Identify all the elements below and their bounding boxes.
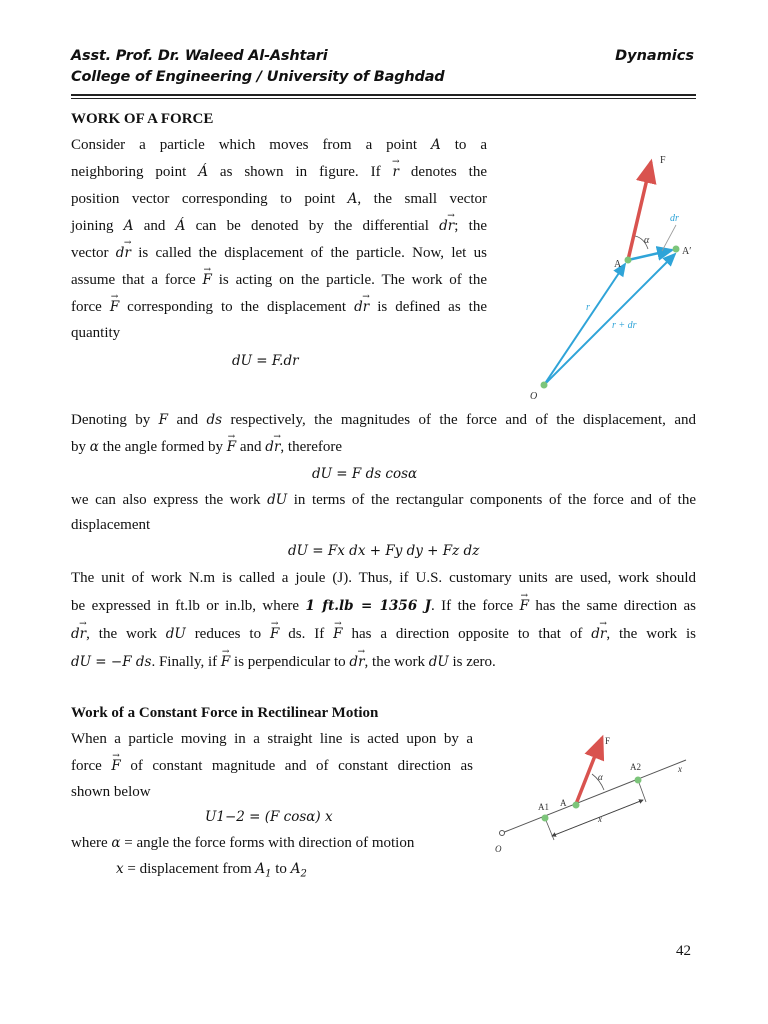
point-A <box>625 257 632 264</box>
label-O: O <box>495 844 502 854</box>
point-A-prime <box>673 246 680 253</box>
label-F: F <box>605 736 611 746</box>
point-A <box>573 802 580 809</box>
figure-rectilinear-motion <box>490 728 700 863</box>
page-number: 42 <box>676 943 691 959</box>
subsection-title: Work of a Constant Force in Rectilinear Motion <box>71 705 379 721</box>
equation-constant-force: U1−2 = (F cosα) x <box>205 809 333 825</box>
position-vector-r-dr <box>544 254 675 385</box>
equation-dU: dU = F.dr <box>232 353 299 369</box>
label-A: A <box>614 259 622 270</box>
label-r-dr: r + dr <box>612 320 637 331</box>
label-A-prime: A′ <box>682 246 692 257</box>
label-alpha: α <box>644 235 650 246</box>
header-rule-thin <box>71 98 696 99</box>
label-r: r <box>586 302 590 313</box>
label-alpha: α <box>598 772 603 782</box>
tick-A2 <box>638 780 646 802</box>
label-O: O <box>530 391 538 402</box>
label-x-axis: x <box>678 764 682 774</box>
origin-point <box>500 831 505 836</box>
origin-point <box>541 382 548 389</box>
equation-cos: dU = F ds cosα <box>312 466 418 482</box>
point-A1 <box>542 815 549 822</box>
label-A: A <box>560 798 567 808</box>
displacement-dr <box>628 250 672 260</box>
force-vector <box>576 738 602 804</box>
equation-components: dU = Fx dx + Fy dy + Fz dz <box>288 543 480 559</box>
label-A2: A2 <box>630 762 641 772</box>
figure-work-displacement <box>520 150 710 405</box>
header-rule <box>71 94 696 96</box>
section-title: WORK OF A FORCE <box>71 111 214 127</box>
header-author: Asst. Prof. Dr. Waleed Al-Ashtari <box>71 48 328 64</box>
point-A2 <box>635 777 642 784</box>
tick-A1 <box>545 818 554 840</box>
label-A1: A1 <box>538 802 549 812</box>
header-subject: Dynamics <box>615 48 694 64</box>
path-line <box>502 760 686 833</box>
header-institution: College of Engineering / University of Baghdad <box>71 69 445 85</box>
label-F: F <box>660 155 666 166</box>
label-x-dim: x <box>598 814 602 824</box>
label-dr: dr <box>670 213 679 224</box>
